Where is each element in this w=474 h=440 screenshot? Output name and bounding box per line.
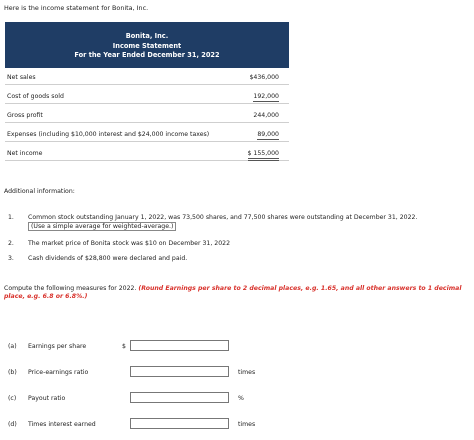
additional-item-1-note bbox=[28, 223, 176, 230]
question-label: Price-earnings ratio bbox=[28, 369, 89, 376]
statement-row-gross-profit bbox=[5, 108, 289, 123]
dollar-sign: $ bbox=[122, 343, 126, 350]
item-number: 3. bbox=[8, 255, 14, 262]
row-amount: 89,000 bbox=[257, 131, 279, 138]
item-number: 2. bbox=[8, 240, 14, 247]
statement-title: Income Statement bbox=[112, 41, 182, 50]
question-label: Times interest earned bbox=[28, 421, 96, 428]
row-amount: 192,000 bbox=[253, 93, 279, 100]
question-label: Payout ratio bbox=[28, 395, 66, 402]
question-letter: (b) bbox=[8, 369, 17, 376]
instructions-text: Compute the following measures for 2022. bbox=[4, 285, 137, 292]
row-label: Gross profit bbox=[7, 112, 43, 119]
company-name: Bonita, Inc. bbox=[125, 32, 169, 40]
statement-row-net-sales bbox=[5, 70, 289, 85]
eps-input[interactable] bbox=[130, 340, 229, 351]
row-amount: $436,000 bbox=[249, 74, 279, 81]
intro-text: Here is the income statement for Bonita, Inc. bbox=[4, 4, 149, 12]
additional-heading: Additional information: bbox=[4, 188, 75, 195]
question-letter: (c) bbox=[8, 395, 17, 402]
times-interest-input[interactable] bbox=[130, 418, 229, 429]
question-letter: (d) bbox=[8, 421, 17, 428]
row-amount: $ 155,000 bbox=[248, 150, 280, 161]
additional-item-2: The market price of Bonita stock was $10 on December 31, 2022 bbox=[28, 240, 231, 247]
statement-row-net-income bbox=[5, 146, 289, 161]
additional-item-3: Cash dividends of $28,800 were declared and paid. bbox=[28, 255, 188, 262]
statement-period: For the Year Ended December 31, 2022 bbox=[74, 51, 220, 59]
statement-header bbox=[5, 22, 289, 68]
question-letter: (a) bbox=[8, 343, 17, 350]
unit-label: % bbox=[238, 395, 244, 402]
payout-ratio-input[interactable] bbox=[130, 392, 229, 403]
row-label: Cost of goods sold bbox=[7, 93, 64, 100]
row-amount: 244,000 bbox=[253, 112, 279, 119]
statement-row-expenses bbox=[5, 127, 289, 142]
unit-label: times bbox=[238, 421, 256, 428]
unit-label: times bbox=[238, 369, 256, 376]
row-label: Net income bbox=[7, 150, 43, 157]
pe-ratio-input[interactable] bbox=[130, 366, 229, 377]
instructions bbox=[4, 285, 470, 301]
question-label: Earnings per share bbox=[28, 343, 87, 350]
row-label: Expenses (including $10,000 interest and $24,000 income taxes) bbox=[7, 131, 210, 138]
rounding-note: (Round Earnings per share to 2 decimal places, e.g. 1.65, and all other answers to 1 decimal place, e.g. 6.8 or 6.8%.) bbox=[4, 285, 462, 300]
additional-item-1: Common stock outstanding January 1, 2022, was 73,500 shares, and 77,500 shares were outstanding at December 31, 2022. bbox=[28, 214, 418, 221]
row-label: Net sales bbox=[7, 74, 36, 81]
item-number: 1. bbox=[8, 214, 14, 221]
statement-row-cogs bbox=[5, 89, 289, 104]
note-text: (Use a simple average for weighted-average.) bbox=[28, 222, 176, 231]
